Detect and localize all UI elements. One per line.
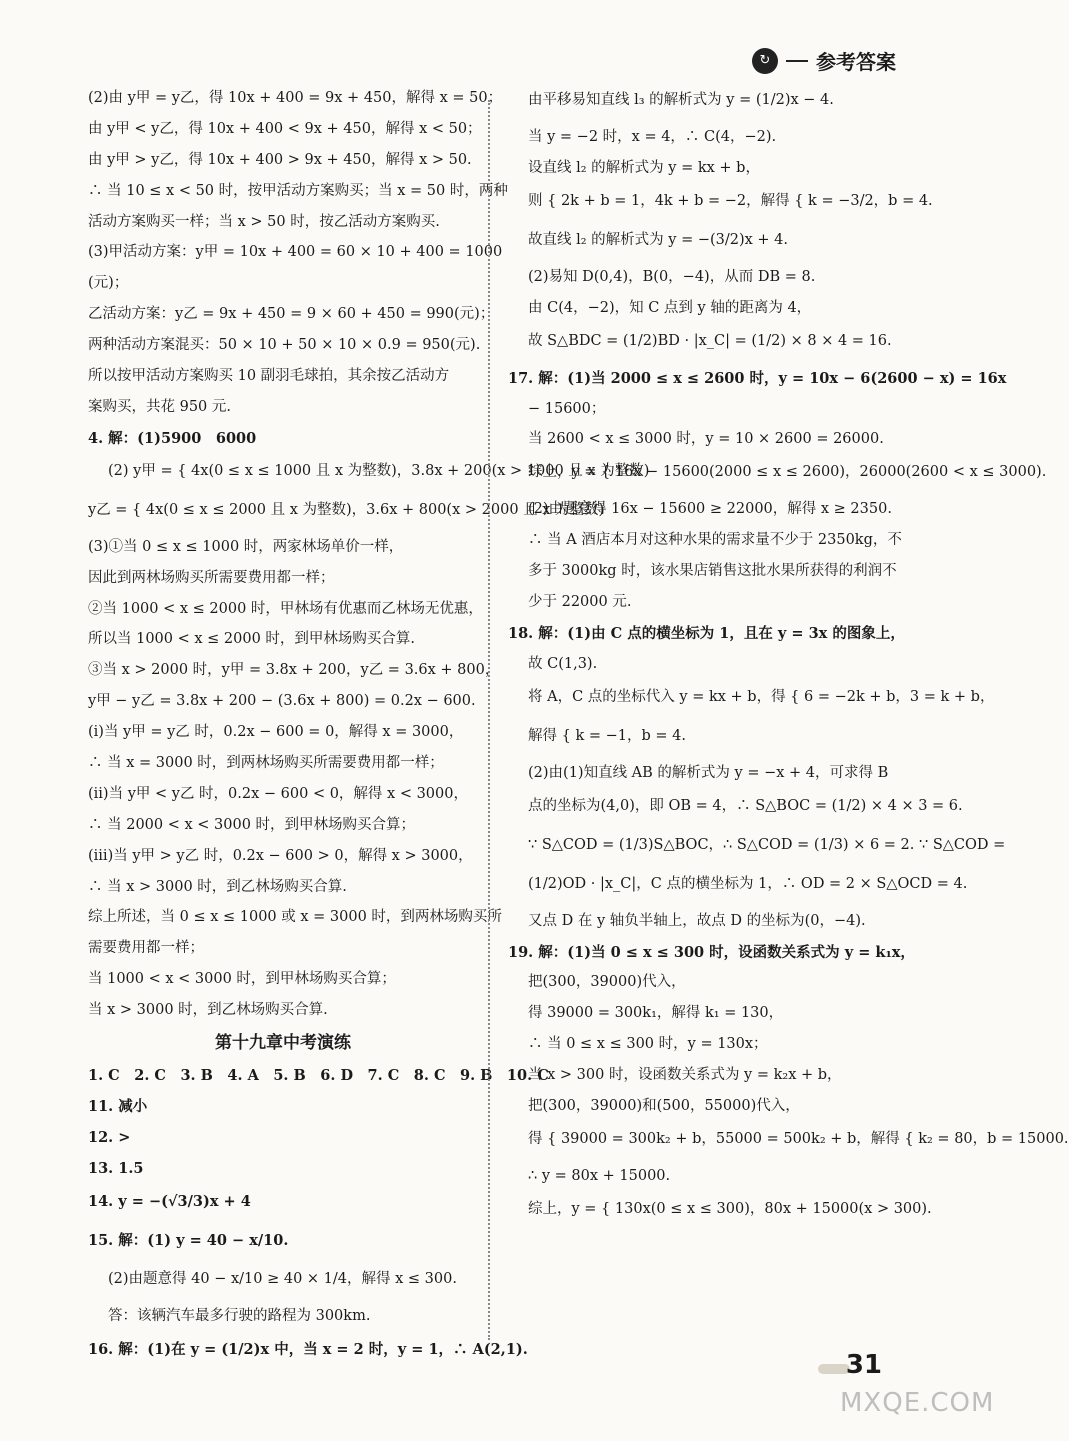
answer-line: 解得 { k = −1，b = 4. xyxy=(528,727,686,744)
page-header xyxy=(752,46,896,75)
answer-line: 案购买，共花 950 元. xyxy=(88,398,232,415)
answer-line: (1/2)OD · |x_C|，C 点的横坐标为 1，∴ OD = 2 × S△OCD = 4. xyxy=(528,875,968,892)
answer-line: 少于 22000 元. xyxy=(528,593,632,610)
answer-line: 当 1000 < x < 3000 时，到甲林场购买合算； xyxy=(88,971,396,988)
answer-line: 16. 解：(1)在 y = (1/2)x 中，当 x = 2 时，y = 1，∴ A(2,1). xyxy=(88,1340,528,1358)
answer-line: 15. 解：(1) y = 40 − x/10. xyxy=(88,1231,289,1249)
answer-line: (ⅰ)当 y甲 = y乙 时，0.2x − 600 = 0，解得 x = 3000， xyxy=(88,724,464,741)
right-column xyxy=(508,90,1069,1238)
answer-line: 当 y = −2 时，x = 4，∴ C(4，−2). xyxy=(528,129,777,146)
header-title: 参考答案 xyxy=(816,50,896,74)
answer-line: 故直线 l₂ 的解析式为 y = −(3/2)x + 4. xyxy=(528,231,789,248)
answer-line: ∴ 当 x = 3000 时，到两林场购买所需要费用都一样； xyxy=(88,754,444,771)
answer-line: (2)易知 D(0,4)，B(0，−4)，从而 DB = 8. xyxy=(528,268,816,285)
answer-line: 当 x > 300 时，设函数关系式为 y = k₂x + b， xyxy=(528,1067,842,1084)
answer-line: 由 y甲 < y乙，得 10x + 400 < 9x + 450，解得 x < 50； xyxy=(88,120,482,137)
answer-line: 又点 D 在 y 轴负半轴上，故点 D 的坐标为(0，−4). xyxy=(528,912,866,929)
answer-line: 由 y甲 > y乙，得 10x + 400 > 9x + 450，解得 x > 50. xyxy=(88,151,472,168)
column-divider xyxy=(488,100,490,1340)
answer-line: 两种活动方案混买：50 × 10 + 50 × 10 × 0.9 = 950(元). xyxy=(88,337,481,354)
answer-line: 将 A，C 点的坐标代入 y = kx + b，得 { 6 = −2k + b，3 = k + b， xyxy=(528,688,995,705)
answer-line: ∵ S△COD = (1/3)S△BOC，∴ S△COD = (1/3) × 6 = 2. ∵ S△COD = xyxy=(528,836,1006,853)
answer-line: (2) y甲 = { 4x(0 ≤ x ≤ 1000 且 x 为整数)，3.8x + 200(x > 1000 且 x 为整数) xyxy=(108,462,650,479)
answer-line: (ⅱ)当 y甲 < y乙 时，0.2x − 600 < 0，解得 x < 3000， xyxy=(88,785,468,802)
answer-line: 点的坐标为(4,0)，即 OB = 4，∴ S△BOC = (1/2) × 4 × 3 = 6. xyxy=(528,797,963,814)
site-watermark: MXQE.COM xyxy=(840,1388,995,1418)
answer-line: 17. 解：(1)当 2000 ≤ x ≤ 2600 时，y = 10x − 6(2600 − x) = 16x xyxy=(508,369,1007,387)
answer-line: (2)由题意得 40 − x/10 ≥ 40 × 1/4，解得 x ≤ 300. xyxy=(108,1270,457,1287)
answer-line: 当 2600 < x ≤ 3000 时，y = 10 × 2600 = 26000. xyxy=(528,431,884,448)
answer-line: 故 S△BDC = (1/2)BD · |x_C| = (1/2) × 8 × 4 = 16. xyxy=(528,332,892,349)
answer-line: 18. 解：(1)由 C 点的横坐标为 1，且在 y = 3x 的图象上， xyxy=(508,624,905,642)
book-logo-icon: ↻ xyxy=(752,48,778,74)
answer-line: 当 x > 3000 时，到乙林场购买合算. xyxy=(88,1002,328,1019)
page-number: 31 xyxy=(845,1350,882,1380)
answer-line: 得 { 39000 = 300k₂ + b，55000 = 500k₂ + b，解得 { k₂ = 80，b = 15000. xyxy=(528,1130,1069,1147)
answer-line: 活动方案购买一样；当 x > 50 时，按乙活动方案购买. xyxy=(88,213,440,230)
answer-line: (3)甲活动方案：y甲 = 10x + 400 = 60 × 10 + 400 = 1000 xyxy=(88,244,503,261)
answer-line: (2)由(1)知直线 AB 的解析式为 y = −x + 4，可求得 B xyxy=(528,764,889,781)
answer-line: 由 C(4，−2)，知 C 点到 y 轴的距离为 4， xyxy=(528,299,812,316)
answer-line: 把(300，39000)代入， xyxy=(528,974,686,991)
answer-line: ∴ 当 10 ≤ x < 50 时，按甲活动方案购买；当 x = 50 时，两种 xyxy=(88,182,508,199)
answer-line: 19. 解：(1)当 0 ≤ x ≤ 300 时，设函数关系式为 y = k₁x， xyxy=(508,943,915,961)
answer-line: 则 { 2k + b = 1，4k + b = −2，解得 { k = −3/2，b = 4. xyxy=(528,192,933,209)
answer-line: 乙活动方案：y乙 = 9x + 450 = 9 × 60 + 450 = 990(元)； xyxy=(88,306,495,323)
answer-line: 答：该辆汽车最多行驶的路程为 300km. xyxy=(108,1307,371,1324)
answer-line: (2)由 y甲 = y乙，得 10x + 400 = 9x + 450，解得 x = 50； xyxy=(88,90,503,106)
answer-line: 需要费用都一样； xyxy=(88,940,204,957)
answer-line: 综上，y = { 16x − 15600(2000 ≤ x ≤ 2600)，26000(2600 < x ≤ 3000). xyxy=(528,464,1047,481)
answer-line: 13. 1.5 xyxy=(88,1160,144,1178)
answer-line: y甲 − y乙 = 3.8x + 200 − (3.6x + 800) = 0.2x − 600. xyxy=(88,693,476,710)
answer-line: 把(300，39000)和(500，55000)代入， xyxy=(528,1097,800,1114)
answer-line: 12. > xyxy=(88,1129,131,1147)
answer-line: y乙 = { 4x(0 ≤ x ≤ 2000 且 x 为整数)，3.6x + 800(x > 2000 且 x 为整数) xyxy=(88,501,605,518)
answer-line: 得 39000 = 300k₁，解得 k₁ = 130， xyxy=(528,1005,784,1022)
answer-line: 14. y = −(√3/3)x + 4 xyxy=(88,1192,251,1210)
answer-line: 所以按甲活动方案购买 10 副羽毛球拍，其余按乙活动方 xyxy=(88,368,450,385)
answer-line: ∴ 当 2000 < x < 3000 时，到甲林场购买合算； xyxy=(88,816,416,833)
answer-line: 4. 解：(1)5900 6000 xyxy=(88,429,257,447)
answer-line: ∴ y = 80x + 15000. xyxy=(528,1167,671,1184)
answer-line: ∴ 当 x > 3000 时，到乙林场购买合算. xyxy=(88,878,347,895)
answer-line: 11. 减小 xyxy=(88,1098,148,1116)
answer-line: ③当 x > 2000 时，y甲 = 3.8x + 200，y乙 = 3.6x + 800， xyxy=(88,662,500,679)
answer-line: (元)； xyxy=(88,275,129,292)
answer-line: 故 C(1,3). xyxy=(528,655,598,672)
answer-line: − 15600； xyxy=(528,400,606,417)
answer-line: ②当 1000 < x ≤ 2000 时，甲林场有优惠而乙林场无优惠， xyxy=(88,600,483,617)
answer-line: 多于 3000kg 时，该水果店销售这批水果所获得的利润不 xyxy=(528,563,897,580)
answer-line: (ⅲ)当 y甲 > y乙 时，0.2x − 600 > 0，解得 x > 3000， xyxy=(88,847,473,864)
answer-line: 由平移易知直线 l₃ 的解析式为 y = (1/2)x − 4. xyxy=(528,92,834,108)
answer-line: (2)由题意得 16x − 15600 ≥ 22000，解得 x ≥ 2350. xyxy=(528,501,892,518)
answer-line: ∴ 当 A 酒店本月对这种水果的需求量不少于 2350kg，不 xyxy=(528,532,902,549)
answer-line: 设直线 l₂ 的解析式为 y = kx + b， xyxy=(528,159,760,176)
section-heading: 第十九章中考演练 xyxy=(215,1032,351,1053)
answer-line: (3)①当 0 ≤ x ≤ 1000 时，两家林场单价一样， xyxy=(88,538,404,555)
answer-line: ∴ 当 0 ≤ x ≤ 300 时，y = 130x； xyxy=(528,1036,768,1053)
answer-line: 所以当 1000 < x ≤ 2000 时，到甲林场购买合算. xyxy=(88,631,416,648)
answer-line: 1. C 2. C 3. B 4. A 5. B 6. D 7. C 8. C 9. B 10. C xyxy=(88,1067,549,1085)
answer-line: 综上，y = { 130x(0 ≤ x ≤ 300)，80x + 15000(x > 300). xyxy=(528,1200,932,1217)
answer-line: 因此到两林场购买所需要费用都一样； xyxy=(88,569,335,586)
answer-line: 综上所述，当 0 ≤ x ≤ 1000 或 x = 3000 时，到两林场购买所 xyxy=(88,909,502,926)
header-rule xyxy=(786,60,808,62)
